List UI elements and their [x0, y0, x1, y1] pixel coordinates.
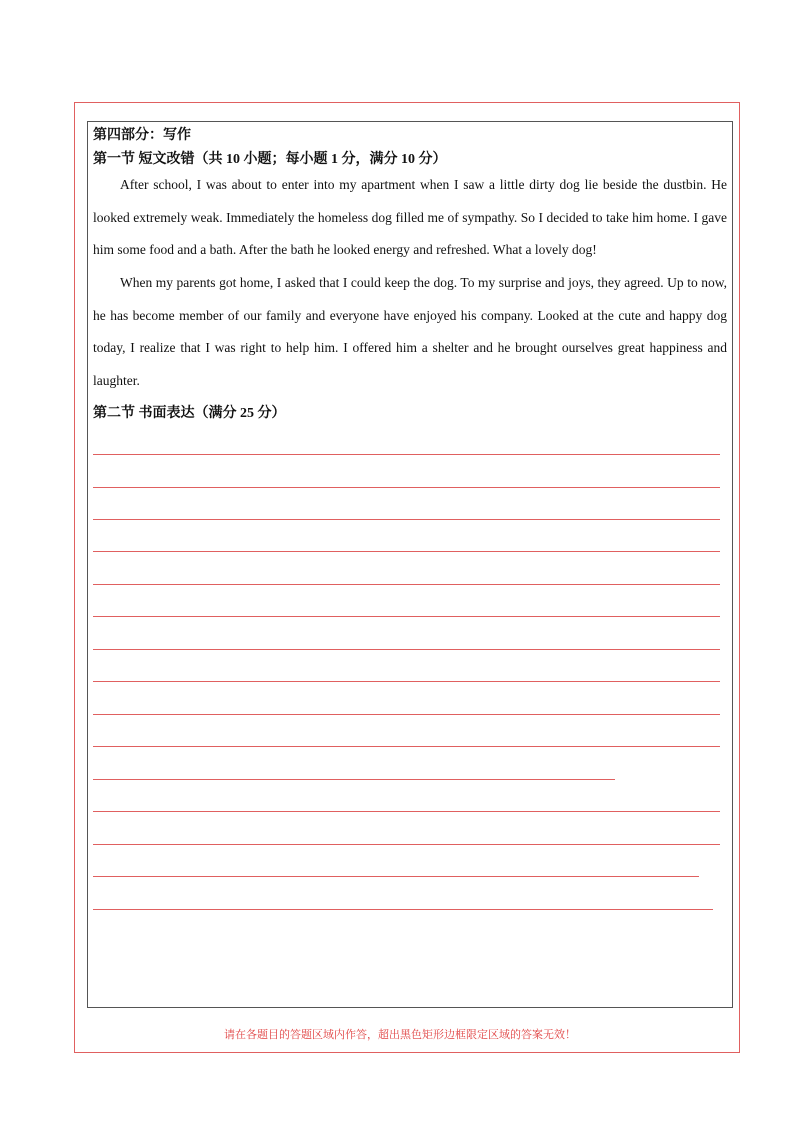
- writing-line[interactable]: [93, 681, 720, 682]
- writing-line[interactable]: [93, 811, 720, 812]
- writing-line[interactable]: [93, 616, 720, 617]
- writing-line[interactable]: [93, 714, 720, 715]
- writing-line[interactable]: [93, 454, 720, 455]
- writing-line[interactable]: [93, 487, 720, 488]
- writing-line[interactable]: [93, 779, 615, 780]
- writing-line[interactable]: [93, 876, 699, 877]
- section2-title: 第二节 书面表达（满分 25 分）: [93, 406, 286, 421]
- writing-line[interactable]: [93, 909, 713, 910]
- part-title: 第四部分：写作: [93, 128, 191, 143]
- writing-line[interactable]: [93, 551, 720, 552]
- writing-line[interactable]: [93, 844, 720, 845]
- writing-line[interactable]: [93, 584, 720, 585]
- answer-area-notice: 请在各题目的答题区域内作答，超出黑色矩形边框限定区域的答案无效！: [224, 1029, 576, 1041]
- writing-line[interactable]: [93, 649, 720, 650]
- writing-line[interactable]: [93, 746, 720, 747]
- writing-line[interactable]: [93, 519, 720, 520]
- error-correction-paragraph-1: After school, I was about to enter into my apartment when I saw a little dirty dog lie beside the dustbin. He looked extremely weak. Immediately the homeless dog filled me of sympathy. So I decided to take him home. I gave him some food and a bath. After the bath he looked energy and refreshed. What a lovely dog!: [93, 177, 727, 258]
- section1-title: 第一节 短文改错（共 10 小题；每小题 1 分，满分 10 分）: [93, 152, 447, 167]
- error-correction-paragraph-2: When my parents got home, I asked that I could keep the dog. To my surprise and joys, they agreed. Up to now, he has become member of our family and everyone have enjoyed his company. Looked at the cute and happy dog today, I realize that I was right to help him. I offered him a shelter and he brought ourselves great happiness and laughter.: [93, 275, 727, 389]
